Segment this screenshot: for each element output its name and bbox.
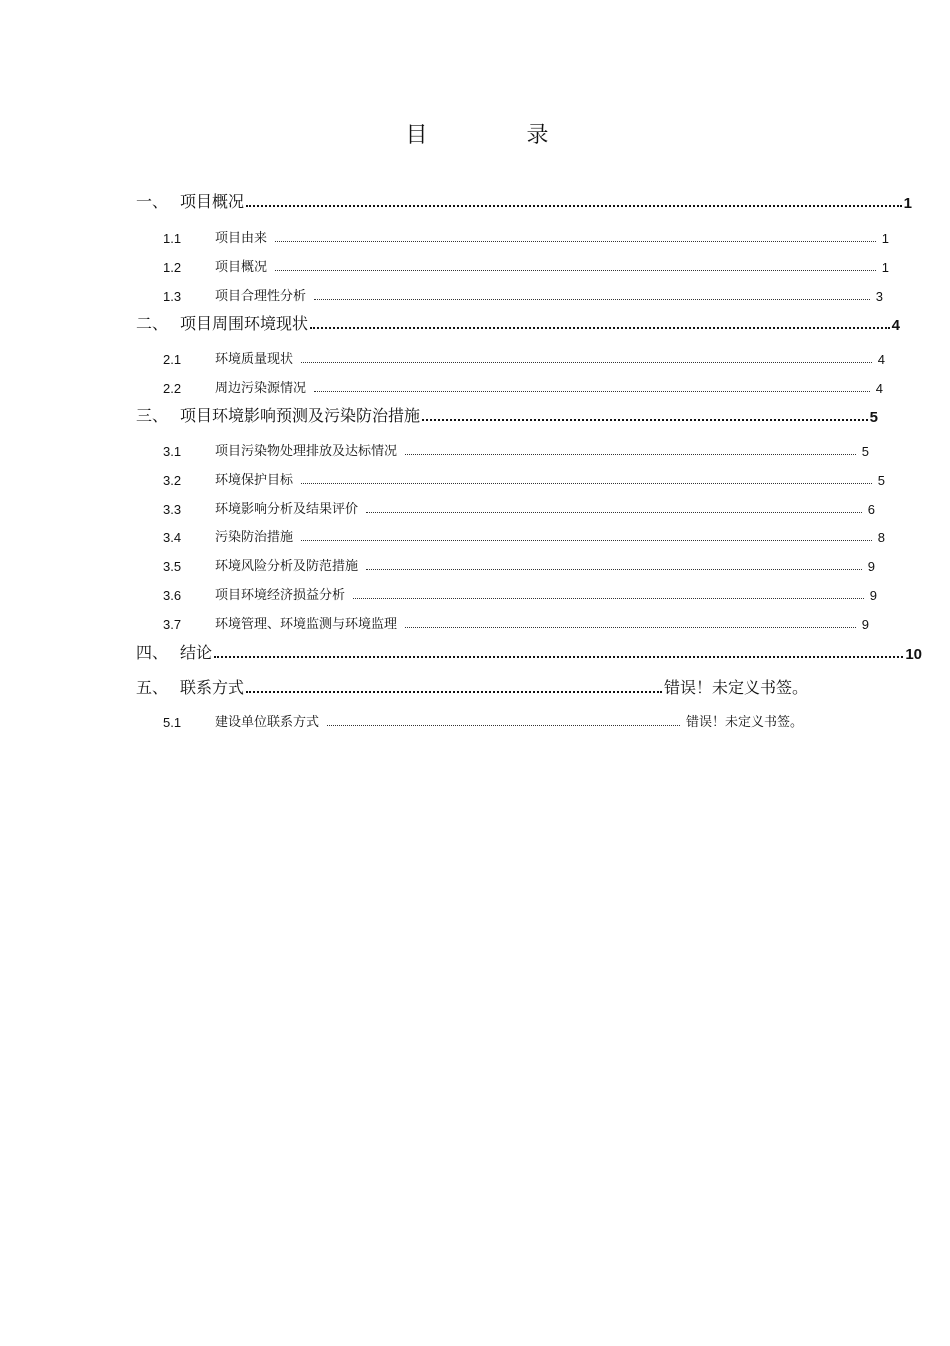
toc-number: 四、 [136,643,169,662]
toc-title: 项目合理性分析 [215,289,307,304]
toc-leader [301,482,872,484]
toc-entry-3-4[interactable] [163,527,885,545]
toc-leader [275,269,876,271]
toc-page: 1 [903,195,912,212]
toc-title: 结论 [180,643,213,662]
toc-title: 环境风险分析及防范措施 [215,559,359,574]
toc-entry-3-6[interactable] [163,585,877,603]
toc-number: 五、 [136,678,169,697]
toc-title: 项目环境影响预测及污染防治措施 [180,406,421,425]
toc-leader [405,453,856,455]
toc-number: 3.6 [163,588,182,603]
toc-entry-5-1[interactable] [163,712,803,730]
toc-leader [214,655,903,658]
toc-entry-3[interactable] [136,404,878,426]
toc-number: 三、 [136,406,169,425]
toc-title: 环境质量现状 [215,352,294,367]
toc-number: 2.2 [163,381,182,396]
toc-page: 1 [881,260,889,275]
toc-number: 1.2 [163,260,182,275]
toc-leader [405,626,856,628]
toc-page: 1 [881,231,889,246]
toc-leader [327,724,680,726]
toc-entry-3-7[interactable] [163,614,869,632]
toc-leader [246,204,902,207]
toc-page: 9 [869,588,877,603]
toc-title: 环境保护目标 [215,473,294,488]
toc-page: 9 [867,559,875,574]
toc-page: 4 [891,317,900,334]
toc-page: 8 [877,530,885,545]
toc-entry-3-1[interactable] [163,441,869,459]
toc-title: 环境管理、环境监测与环境监理 [215,617,398,632]
toc-title: 建设单位联系方式 [215,715,320,730]
toc-leader [301,361,872,363]
toc-title: 项目由来 [215,231,268,246]
toc-page: 4 [877,352,885,367]
toc-entry-1-2[interactable] [163,257,889,275]
toc-number: 2.1 [163,352,182,367]
toc-entry-1-1[interactable] [163,228,889,246]
toc-entry-3-5[interactable] [163,556,875,574]
toc-page: 6 [867,502,875,517]
toc-title: 污染防治措施 [215,530,294,545]
toc-title: 项目概况 [180,192,245,211]
toc-number: 3.2 [163,473,182,488]
toc-leader [422,418,868,421]
toc-title: 项目环境经济损益分析 [215,588,346,603]
toc-leader [366,568,862,570]
toc-page: 错误！未定义书签。 [663,678,808,697]
toc-number: 3.1 [163,444,182,459]
toc-entry-4[interactable] [136,641,922,663]
toc-title: 联系方式 [180,678,245,697]
toc-page: 5 [861,444,869,459]
toc-number: 3.5 [163,559,182,574]
toc-page: 3 [875,289,883,304]
toc-page: 错误！未定义书签。 [685,715,803,730]
toc-leader [246,690,662,693]
toc-number: 3.7 [163,617,182,632]
toc-number: 1.3 [163,289,182,304]
toc-title: 项目污染物处理排放及达标情况 [215,444,398,459]
toc-leader [314,390,870,392]
toc-entry-3-3[interactable] [163,499,875,517]
toc-page: 5 [869,409,878,426]
toc-page: 9 [861,617,869,632]
toc-number: 3.3 [163,502,182,517]
toc-entry-3-2[interactable] [163,470,885,488]
toc-leader [301,539,872,541]
toc-number: 一、 [136,192,169,211]
toc-page: 4 [875,381,883,396]
toc-title: 环境影响分析及结果评价 [215,502,359,517]
toc-title: 项目概况 [215,260,268,275]
toc-leader [310,326,890,329]
toc-entry-2-1[interactable] [163,349,885,367]
toc-number: 1.1 [163,231,182,246]
toc-leader [366,511,862,513]
toc-entry-1[interactable] [136,190,912,212]
toc-leader [275,240,876,242]
toc-leader [353,597,864,599]
toc-page: 10 [905,646,922,663]
toc-number: 3.4 [163,530,182,545]
toc-number: 二、 [136,314,169,333]
toc-entry-1-3[interactable] [163,286,883,304]
toc-entry-2-2[interactable] [163,378,883,396]
toc-entry-2[interactable] [136,312,900,334]
toc-leader [314,298,870,300]
toc-entry-5[interactable] [136,676,808,698]
toc-title: 周边污染源情况 [215,381,307,396]
toc-page: 5 [877,473,885,488]
toc-title: 项目周围环境现状 [180,314,309,333]
toc-number: 5.1 [163,715,182,730]
page-title: 目 录 [405,123,595,148]
